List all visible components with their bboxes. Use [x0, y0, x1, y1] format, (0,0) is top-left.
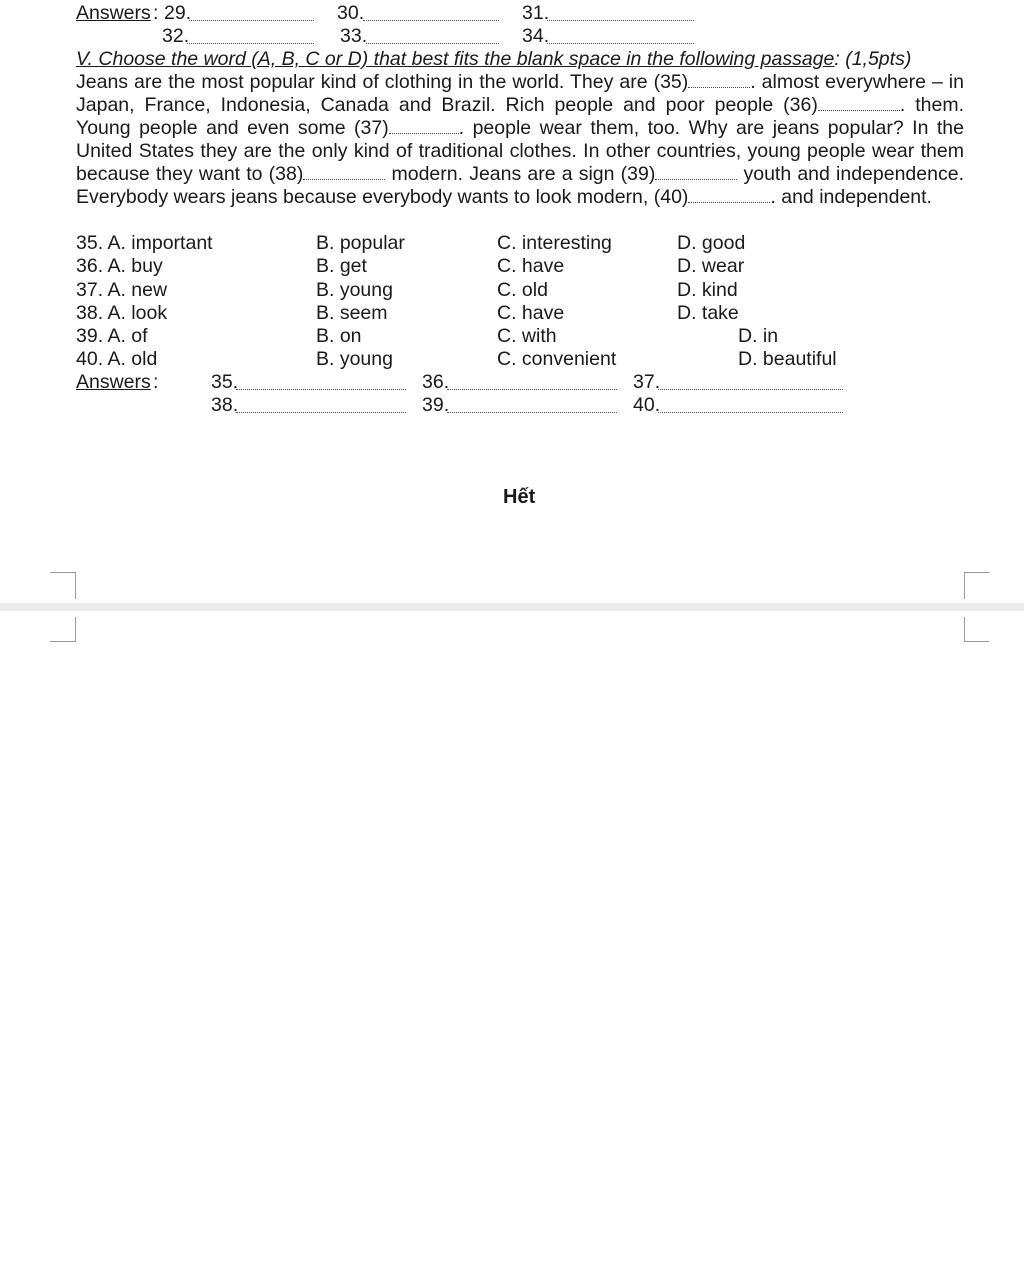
passage-part-4: . people wear them, too. Why are jeans popular? In the United States they are the only kind of traditional clothes. In other countries, young people wear them because they want to (38): [76, 117, 964, 185]
q35-option-c[interactable]: C. interesting: [497, 232, 612, 254]
q36-option-d[interactable]: D. wear: [677, 255, 745, 277]
answer-29-label: 29.: [164, 2, 192, 24]
q38-option-c[interactable]: C. have: [497, 302, 565, 324]
answer-37-label: 37.: [633, 371, 661, 393]
answer-31-blank[interactable]: [547, 19, 694, 21]
q36-option-c[interactable]: C. have: [497, 255, 565, 277]
q39-option-b[interactable]: B. on: [316, 325, 362, 347]
blank-36[interactable]: [818, 96, 900, 111]
blank-38[interactable]: [303, 165, 385, 180]
q40-option-d[interactable]: D. beautiful: [738, 348, 837, 370]
answer-33-blank[interactable]: [366, 42, 499, 44]
passage-part-7: . and independent.: [770, 186, 932, 208]
answer-30-blank[interactable]: [363, 19, 499, 21]
answer-39-blank[interactable]: [447, 411, 617, 413]
answers-bottom-label: Answers: [76, 371, 151, 393]
reading-passage: [76, 71, 964, 209]
q39-option-a[interactable]: 39. A. of: [76, 325, 148, 347]
passage-part-6: youth and independence. Everybody wears jeans because everybody wants to look modern, (40): [76, 163, 964, 208]
q40-option-b[interactable]: B. young: [316, 348, 393, 370]
blank-35[interactable]: [688, 73, 750, 88]
answer-38-label: 38.: [211, 394, 239, 416]
q36-option-b[interactable]: B. get: [316, 255, 367, 277]
passage-part-1: Jeans are the most popular kind of clothing in the world. They are (35): [76, 71, 689, 93]
section-heading: [76, 48, 966, 71]
answers-bottom-colon: :: [153, 371, 159, 393]
answer-32-blank[interactable]: [187, 42, 314, 44]
answer-34-label: 34.: [522, 25, 550, 47]
answer-34-blank[interactable]: [547, 42, 694, 44]
page-corner-mark-top-right: [964, 572, 989, 599]
answer-31-label: 31.: [522, 2, 550, 24]
passage-part-3: . them. Young people and even some (37): [76, 94, 964, 139]
q37-option-a[interactable]: 37. A. new: [76, 279, 168, 301]
answers-top-label: Answers: [76, 2, 151, 24]
page-corner-mark-top-left: [50, 572, 76, 599]
passage-part-5: modern. Jeans are a sign (39): [385, 163, 656, 185]
answer-38-blank[interactable]: [236, 411, 406, 413]
answer-40-label: 40.: [633, 394, 661, 416]
q40-option-c[interactable]: C. convenient: [497, 348, 617, 370]
answer-39-label: 39.: [422, 394, 450, 416]
section-heading-text: V. Choose the word (A, B, C or D) that best fits the blank space in the following passage: [76, 48, 835, 70]
q35-option-a[interactable]: 35. A. important: [76, 232, 213, 254]
q35-option-b[interactable]: B. popular: [316, 232, 405, 254]
answer-36-blank[interactable]: [447, 388, 617, 390]
q39-option-d[interactable]: D. in: [738, 325, 779, 347]
blank-39[interactable]: [655, 165, 737, 180]
q38-option-a[interactable]: 38. A. look: [76, 302, 168, 324]
q37-option-c[interactable]: C. old: [497, 279, 548, 301]
answer-35-label: 35.: [211, 371, 239, 393]
answer-40-blank[interactable]: [658, 411, 843, 413]
page-break-gap: [0, 603, 1024, 611]
q36-option-a[interactable]: 36. A. buy: [76, 255, 163, 277]
q38-option-d[interactable]: D. take: [677, 302, 739, 324]
answer-30-label: 30.: [337, 2, 365, 24]
blank-40[interactable]: [688, 188, 770, 203]
answer-32-label: 32.: [162, 25, 190, 47]
answer-37-blank[interactable]: [658, 388, 843, 390]
page-corner-mark-bottom-left: [50, 617, 76, 642]
q37-option-d[interactable]: D. kind: [677, 279, 738, 301]
section-points: : (1,5pts): [834, 48, 912, 70]
q35-option-d[interactable]: D. good: [677, 232, 746, 254]
answers-top-colon: :: [153, 2, 159, 24]
q38-option-b[interactable]: B. seem: [316, 302, 388, 324]
passage-part-2: . almost everywhere – in Japan, France, Indonesia, Canada and Brazil. Rich people and poor people (36): [76, 71, 964, 116]
answer-36-label: 36.: [422, 371, 450, 393]
page-corner-mark-bottom-right: [964, 617, 989, 642]
answer-33-label: 33.: [340, 25, 368, 47]
blank-37[interactable]: [389, 119, 459, 134]
q40-option-a[interactable]: 40. A. old: [76, 348, 158, 370]
q39-option-c[interactable]: C. with: [497, 325, 557, 347]
end-of-test-text: Hết: [503, 486, 536, 508]
answer-29-blank[interactable]: [189, 19, 314, 21]
q37-option-b[interactable]: B. young: [316, 279, 393, 301]
answer-35-blank[interactable]: [236, 388, 406, 390]
